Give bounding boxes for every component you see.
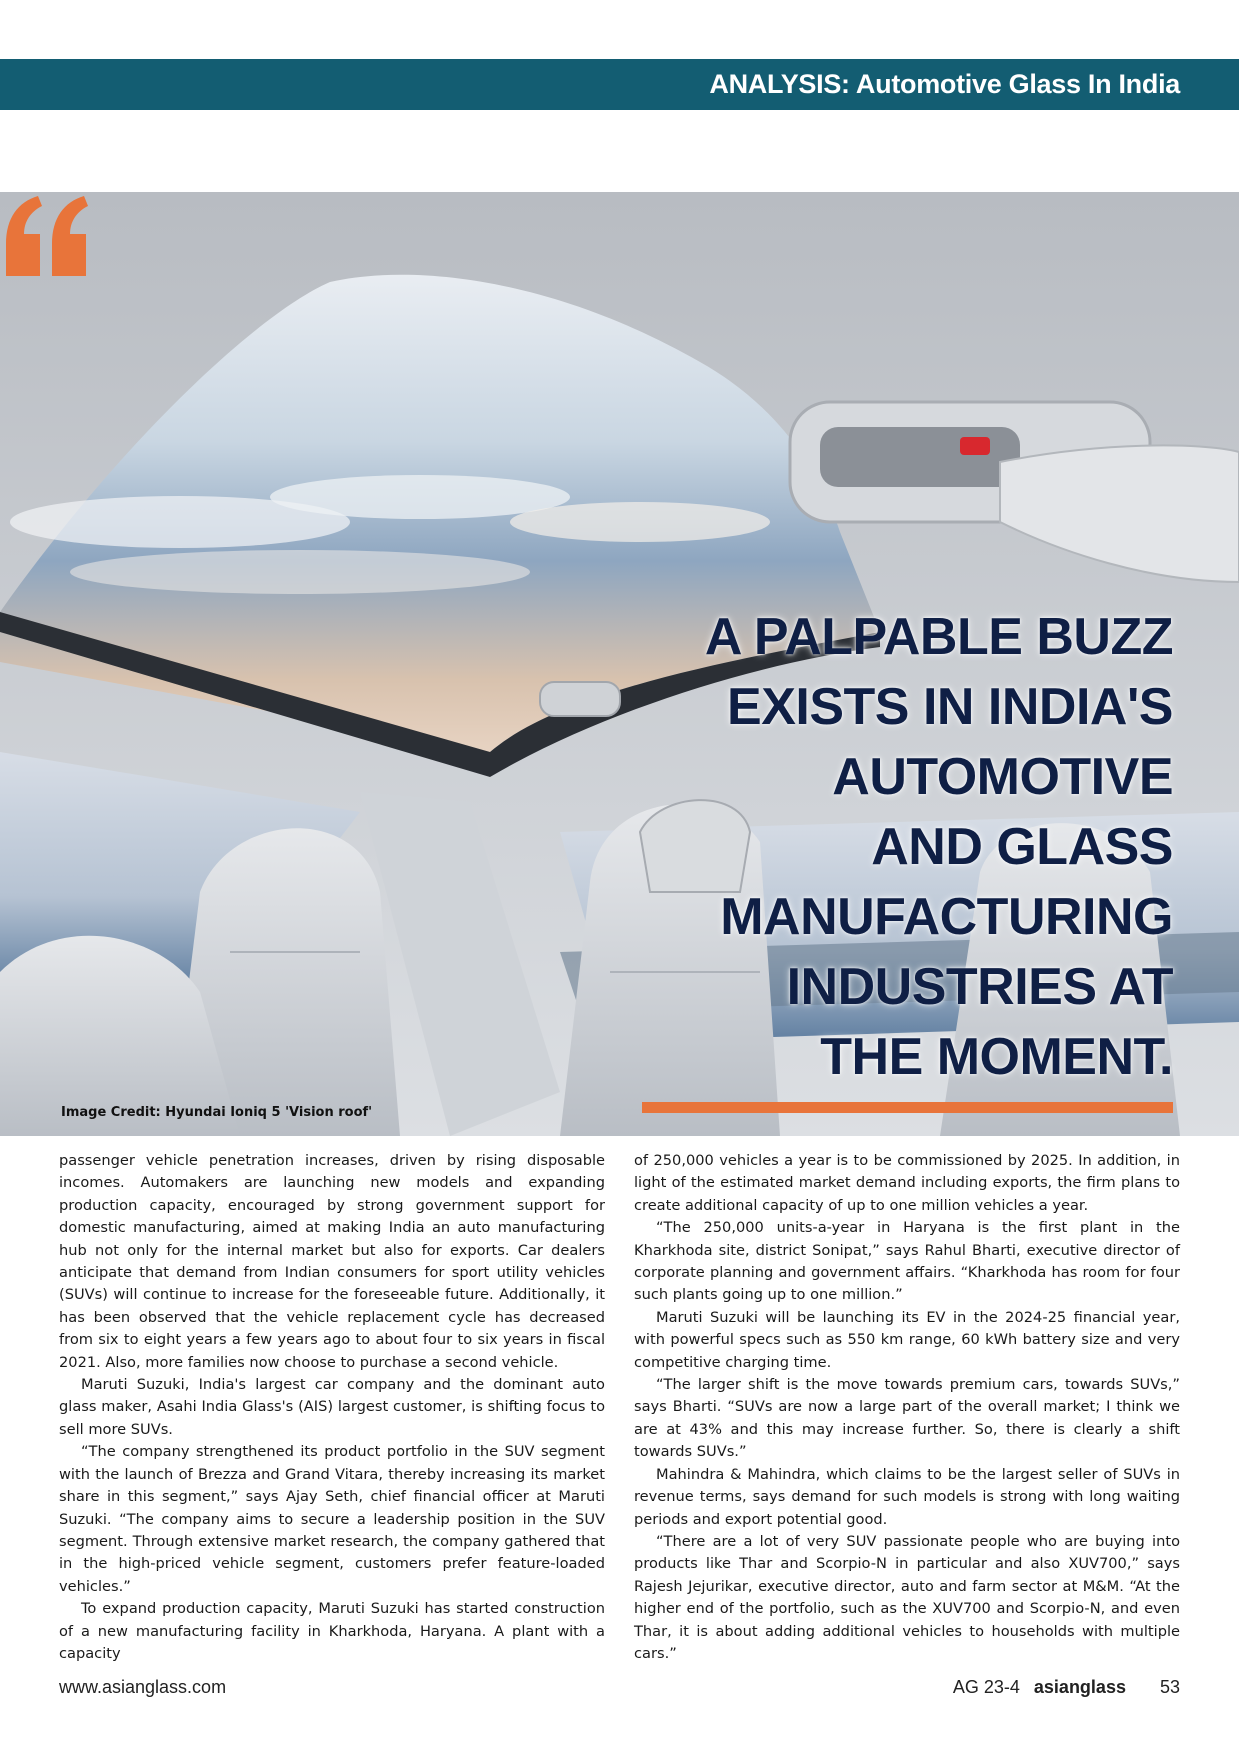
pull-quote-line: THE MOMENT. — [820, 1028, 1173, 1086]
article-paragraph: “There are a lot of very SUV passionate people who are buying into products like Thar and Scorpio-N in particular and also XUV700,” says Rajesh Jejurikar, executive director, auto and farm sector at M&M. “At the higher end of the portfolio, such as the XUV700 and Scorpio-N, and even Thar, it is about adding additional vehicles to households with multiple cars.” — [634, 1532, 1180, 1662]
pull-quote — [553, 602, 1173, 1092]
pull-quote-line: AND GLASS — [871, 818, 1173, 876]
article-paragraph: “The company strengthened its product portfolio in the SUV segment with the launch of Brezza and Grand Vitara, thereby increasing its market share in this segment,” says Ajay Seth, chief financial officer at Maruti Suzuki. “The company aims to secure a leadership position in the SUV segment. Through extensive market research, the company gathered that in the high-priced vehicle segment, customers prefer feature-loaded vehicles.” — [59, 1443, 605, 1595]
article-paragraph: To expand production capacity, Maruti Suzuki has started construction of a new manufacturing facility in Kharkhoda, Haryana. A plant with a capacity — [59, 1600, 605, 1662]
article-paragraph: Mahindra & Mahindra, which claims to be the largest seller of SUVs in revenue terms, says demand for such models is strong with long waiting periods and export potential good. — [634, 1465, 1180, 1528]
article-paragraph: passenger vehicle penetration increases, driven by rising disposable incomes. Automakers are launching new models and expanding production capacity, encouraged by strong government support for domestic manufacturing, aimed at making India an auto manufacturing hub not only for the internal market but also for exports. Car dealers anticipate that demand from Indian consumers for sport utility vehicles (SUVs) will continue to increase for the foreseeable future. Additionally, it has been observed that the vehicle replacement cycle has decreased from six to eight years a few years ago to about four to six years in fiscal 2021. Also, more families now choose to purchase a second vehicle. — [59, 1152, 605, 1371]
pull-quote-line: EXISTS IN INDIA'S — [727, 678, 1173, 736]
issue-number: AG 23-4 — [952, 1677, 1020, 1697]
pull-quote-line: AUTOMOTIVE — [832, 748, 1173, 806]
magazine-brand: asianglass — [1033, 1677, 1126, 1697]
article-paragraph: Maruti Suzuki will be launching its EV in the 2024-25 financial year, with powerful specs such as 550 km range, 60 kWh battery size and very competitive charging time. — [634, 1308, 1180, 1371]
section-header-bar — [0, 59, 1239, 110]
article-paragraph: Maruti Suzuki, India's largest car company and the dominant auto glass maker, Asahi India Glass's (AIS) largest customer, is shifting focus to sell more SUVs. — [59, 1376, 605, 1438]
footer-issue-info — [953, 1677, 1180, 1698]
article-column-left — [59, 1150, 605, 1665]
page-number: 53 — [1159, 1677, 1180, 1697]
section-title: ANALYSIS: Automotive Glass In India — [709, 69, 1180, 99]
article-paragraph: of 250,000 vehicles a year is to be commissioned by 2025. In addition, in light of the estimated market demand including exports, the firm plans to create additional capacity of up to one million vehicles a year. — [634, 1152, 1180, 1214]
article-column-right — [634, 1150, 1180, 1665]
article-paragraph: “The larger shift is the move towards premium cars, towards SUVs,” says Bharti. “SUVs are now a large part of the overall market; I think we are at 43% and this may increase further. So, there is clearly a shift towards SUVs.” — [634, 1376, 1180, 1461]
quote-mark-icon — [0, 192, 92, 282]
pull-quote-underline — [642, 1102, 1173, 1113]
pull-quote-line: MANUFACTURING — [720, 888, 1173, 946]
footer-website-link[interactable]: www.asianglass.com — [59, 1677, 227, 1697]
pull-quote-line: INDUSTRIES AT — [786, 958, 1173, 1016]
hero-image — [0, 192, 1239, 1136]
article-paragraph: “The 250,000 units-a-year in Haryana is the first plant in the Kharkhoda site, district Sonipat,” says Rahul Bharti, executive director of corporate planning and government affairs. “Kharkhoda has room for four such plants going up to one million.” — [634, 1219, 1180, 1304]
pull-quote-line: A PALPABLE BUZZ — [704, 608, 1173, 666]
image-credit: Image Credit: Hyundai Ioniq 5 'Vision roof' — [61, 1105, 373, 1120]
